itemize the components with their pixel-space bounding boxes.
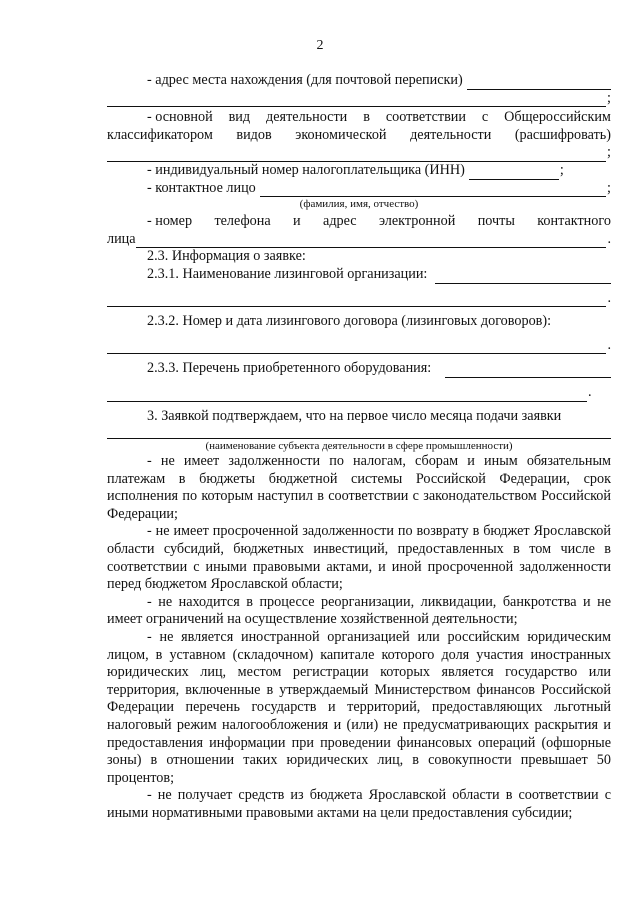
activity-word: классификатором xyxy=(107,126,213,143)
condition-budget-funds: - не получает средств из бюджета Ярославской области в соответствии с иными нормативными правовыми актами на цели предоставления субсидии; xyxy=(107,787,611,821)
leasing-org-field-2[interactable] xyxy=(107,293,606,307)
activity-line xyxy=(107,109,611,127)
phone-field[interactable] xyxy=(136,234,607,248)
phone-word: - номер xyxy=(147,213,193,230)
activity-word: - основной xyxy=(147,109,213,126)
activity-line-3 xyxy=(107,144,611,162)
activity-word: с xyxy=(481,109,489,126)
phone-label-2: лица xyxy=(107,230,136,247)
activity-word: видов xyxy=(236,126,272,143)
semicolon: ; xyxy=(607,144,611,161)
semicolon: ; xyxy=(607,179,611,196)
activity-word: деятельности xyxy=(266,109,348,126)
phone-word: адрес xyxy=(323,213,357,230)
contact-field[interactable] xyxy=(260,183,606,197)
contract-label: 2.3.2. Номер и дата лизингового договора (лизинговых договоров): xyxy=(147,313,552,330)
equipment-field[interactable] xyxy=(445,364,611,378)
condition-foreign: - не является иностранной организацией или российским юридическим лицом, в уставном (складочном) капитале которого доля участия иностранных юридических лиц, местом регистрации которых является государство или территория, включенные в утверждаемый Министерством финансов Российской Федерации перечень государств и территорий, предоставляющих льготный налоговый режим налогообложения и (или) не предусматривающих раскрытия и предоставления информации при проведении финансовых операций (офшорные зоны) в отношении таких юридических лиц, в совокупности превышает 50 процентов; xyxy=(107,629,611,786)
equipment-field-2[interactable] xyxy=(107,388,587,402)
address-line xyxy=(107,72,611,90)
activity-word: (расшифровать) xyxy=(514,126,611,143)
entity-caption: (наименование субъекта деятельности в сфере промышленности) xyxy=(205,440,513,453)
activity-word: Общероссийским xyxy=(504,109,611,126)
activity-field[interactable] xyxy=(107,148,606,162)
condition-tax: - не имеет задолженности по налогам, сборам и иным обязательным платежам в бюджеты бюджетной системы Российской Федерации, срок исполнения по которым наступил в соответствии с законодательством Российской Федерации; xyxy=(107,453,611,522)
section-2-3-3-line-2 xyxy=(107,384,611,402)
address-line-2 xyxy=(107,90,611,108)
section-2-3-2 xyxy=(107,313,611,331)
activity-word: экономической xyxy=(295,126,387,143)
semicolon: ; xyxy=(559,161,564,178)
section-2-3: 2.3. Информация о заявке: xyxy=(147,248,306,265)
activity-word: в xyxy=(363,109,370,126)
contact-label: - контактное лицо xyxy=(147,179,256,196)
page-number: 2 xyxy=(316,38,324,53)
contract-field[interactable] xyxy=(107,340,606,354)
contact-caption: (фамилия, имя, отчество) xyxy=(299,198,419,211)
activity-word: вид xyxy=(228,109,251,126)
period: . xyxy=(588,383,592,400)
activity-word: соответствии xyxy=(385,109,466,126)
period: . xyxy=(607,289,611,306)
entity-name-field[interactable] xyxy=(107,425,611,439)
phone-line-2 xyxy=(107,231,611,249)
activity-word: деятельности xyxy=(410,126,492,143)
inn-label: - индивидуальный номер налогоплательщика (ИНН) xyxy=(147,161,465,178)
condition-debt: - не имеет просроченной задолженности по возврату в бюджет Ярославской области субсидий, бюджетных инвестиций, предоставленных в том числе в соответствии с иными правовыми актами, и иной просроченной задолженности перед бюджетом Ярославской области; xyxy=(107,523,611,593)
phone-word: телефона xyxy=(214,213,271,230)
period: . xyxy=(607,230,611,247)
condition-reorganization: - не находится в процессе реорганизации, ликвидации, банкротства и не имеет ограничений на осуществление хозяйственной деятельности; xyxy=(107,593,611,628)
phone-word: контактного xyxy=(537,213,611,230)
section-2-3-1 xyxy=(107,266,611,284)
phone-word: электронной xyxy=(378,213,456,230)
section-2-3-2-line-2 xyxy=(107,337,611,355)
address-field-2[interactable] xyxy=(107,93,606,107)
section-3 xyxy=(107,408,611,426)
leasing-org-field[interactable] xyxy=(435,270,611,284)
period: . xyxy=(607,336,611,353)
section-3-line-2 xyxy=(107,425,611,439)
equipment-label: 2.3.3. Перечень приобретенного оборудования: xyxy=(147,360,432,377)
semicolon: ; xyxy=(607,89,611,106)
phone-word: и xyxy=(293,213,301,230)
address-label: - адрес места нахождения (для почтовой переписки) xyxy=(147,72,463,88)
document-body xyxy=(107,72,611,823)
phone-word: почты xyxy=(477,213,515,230)
phone-line xyxy=(107,213,611,231)
inn-line xyxy=(107,162,611,180)
leasing-org-label: 2.3.1. Наименование лизинговой организации: xyxy=(147,265,428,282)
confirmation-label: 3. Заявкой подтверждаем, что на первое число месяца подачи заявки xyxy=(147,407,562,424)
activity-line-2 xyxy=(107,127,611,145)
address-field[interactable] xyxy=(467,76,611,90)
section-2-3-1-line-2 xyxy=(107,290,611,308)
contact-line xyxy=(107,180,611,198)
section-2-3-3 xyxy=(107,360,611,378)
inn-field[interactable] xyxy=(469,166,559,180)
